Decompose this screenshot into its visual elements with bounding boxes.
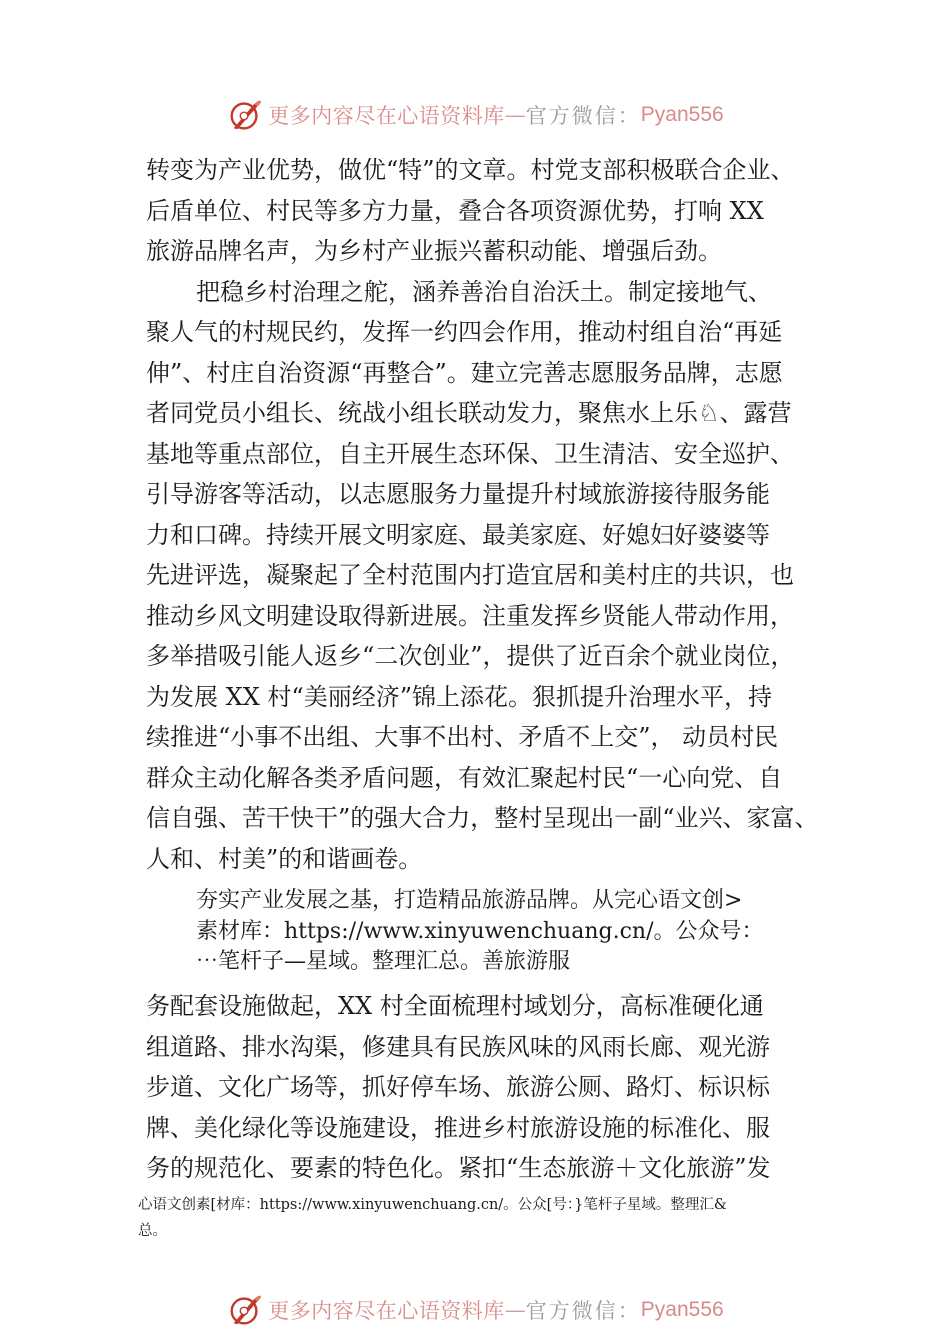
text-line: 聚人气的村规民约，发挥一约四会作用，推动村组自治“再延 [146,318,783,346]
quill-logo-icon [226,1291,264,1329]
text-line: 先进评选，凝聚起了全村范围内打造宜居和美村庄的共识，也 [146,561,794,589]
footer-banner [0,1290,950,1330]
brand-name: 更多内容尽在心语资料库 [268,104,505,128]
wechat-id: Pyan556 [640,103,724,126]
body-paragraphs [146,150,826,879]
quill-logo-icon [226,96,264,134]
text-line: 把稳乡村治理之舵，涵养善治自治沃土。制定接地气、 [196,277,772,306]
text-line: 者同党员小组长、统战小组长联动发力，聚焦水上乐♘、露营 [146,399,792,427]
brand-name: 更多内容尽在心语资料库 [268,1299,505,1323]
promo-line: 素材库：https://www.xinyuwenchuang.cn/。公众号： [196,918,764,944]
footnote-line: 心语文创素[材库：https://www.xinyuwenchuang.cn/。公众[号：}笔杆子星域。整理汇& [138,1197,727,1213]
text-line: 力和口碑。持续开展文明家庭、最美家庭、好媳妇好婆婆等 [146,520,770,549]
text-line: 信自强、苦干快干”的强大合力，整村呈现出一副“业兴、家富、 [146,804,819,832]
text-line: 牌、美化绿化等设施建设，推进乡村旅游设施的标准化、服 [146,1113,770,1142]
text-line: 推动乡风文明建设取得新进展。注重发挥乡贤能人带动作用， [146,601,794,630]
text-line: 群众主动化解各类矛盾问题，有效汇聚起村民“一心向党、自 [146,763,783,792]
text-line: 务配套设施做起，XX 村全面梳理村域划分，高标准硬化通 [146,992,764,1020]
text-line: 后盾单位、村民等多方力量，叠合各项资源优势，打响 XX [146,196,764,225]
footnote [138,1192,838,1244]
body-paragraphs-continued [146,986,826,1189]
text-line: 续推进“小事不出组、大事不出村、矛盾不上交”， 动员村民 [146,723,779,751]
header-banner [0,95,950,135]
text-line: 基地等重点部位，自主开展生态环保、卫生清洁、安全巡护、 [146,439,794,468]
promo-line: ⋯笔杆子—星域。整理汇总。善旅游服 [196,949,571,974]
text-line: 步道、文化广场等，抓好停车场、旅游公厕、路灯、标识标 [146,1073,770,1101]
official-wechat-label: 官方微信： [525,104,641,128]
promo-insert [196,886,836,978]
footnote-line: 总。 [138,1223,167,1239]
wechat-id: Pyan556 [640,1298,724,1321]
promo-line: 夯实产业发展之基，打造精品旅游品牌。从完心语文创> [196,888,743,913]
text-line: 人和、村美”的和谐画卷。 [146,844,423,873]
banner-separator: — [504,1298,526,1322]
text-line: 为发展 XX 村“美丽经济”锦上添花。狠抓提升治理水平，持 [146,682,772,711]
text-line: 务的规范化、要素的特色化。紧扣“生态旅游＋文化旅游”发 [146,1154,771,1182]
text-line: 组道路、排水沟渠，修建具有民族风味的风雨长廊、观光游 [146,1032,770,1061]
text-line: 旅游品牌名声，为乡村产业振兴蓄积动能、增强后劲。 [146,237,722,265]
text-line: 引导游客等活动，以志愿服务力量提升村域旅游接待服务能 [146,480,770,508]
text-line: 转变为产业优势，做优“特”的文章。村党支部积极联合企业、 [146,156,795,184]
banner-separator: — [504,103,526,127]
official-wechat-label: 官方微信： [525,1299,641,1323]
text-line: 多举措吸引能人返乡“二次创业”，提供了近百余个就业岗位， [146,642,795,670]
text-line: 伸”、村庄自治资源“再整合”。建立完善志愿服务品牌，志愿 [146,358,783,387]
